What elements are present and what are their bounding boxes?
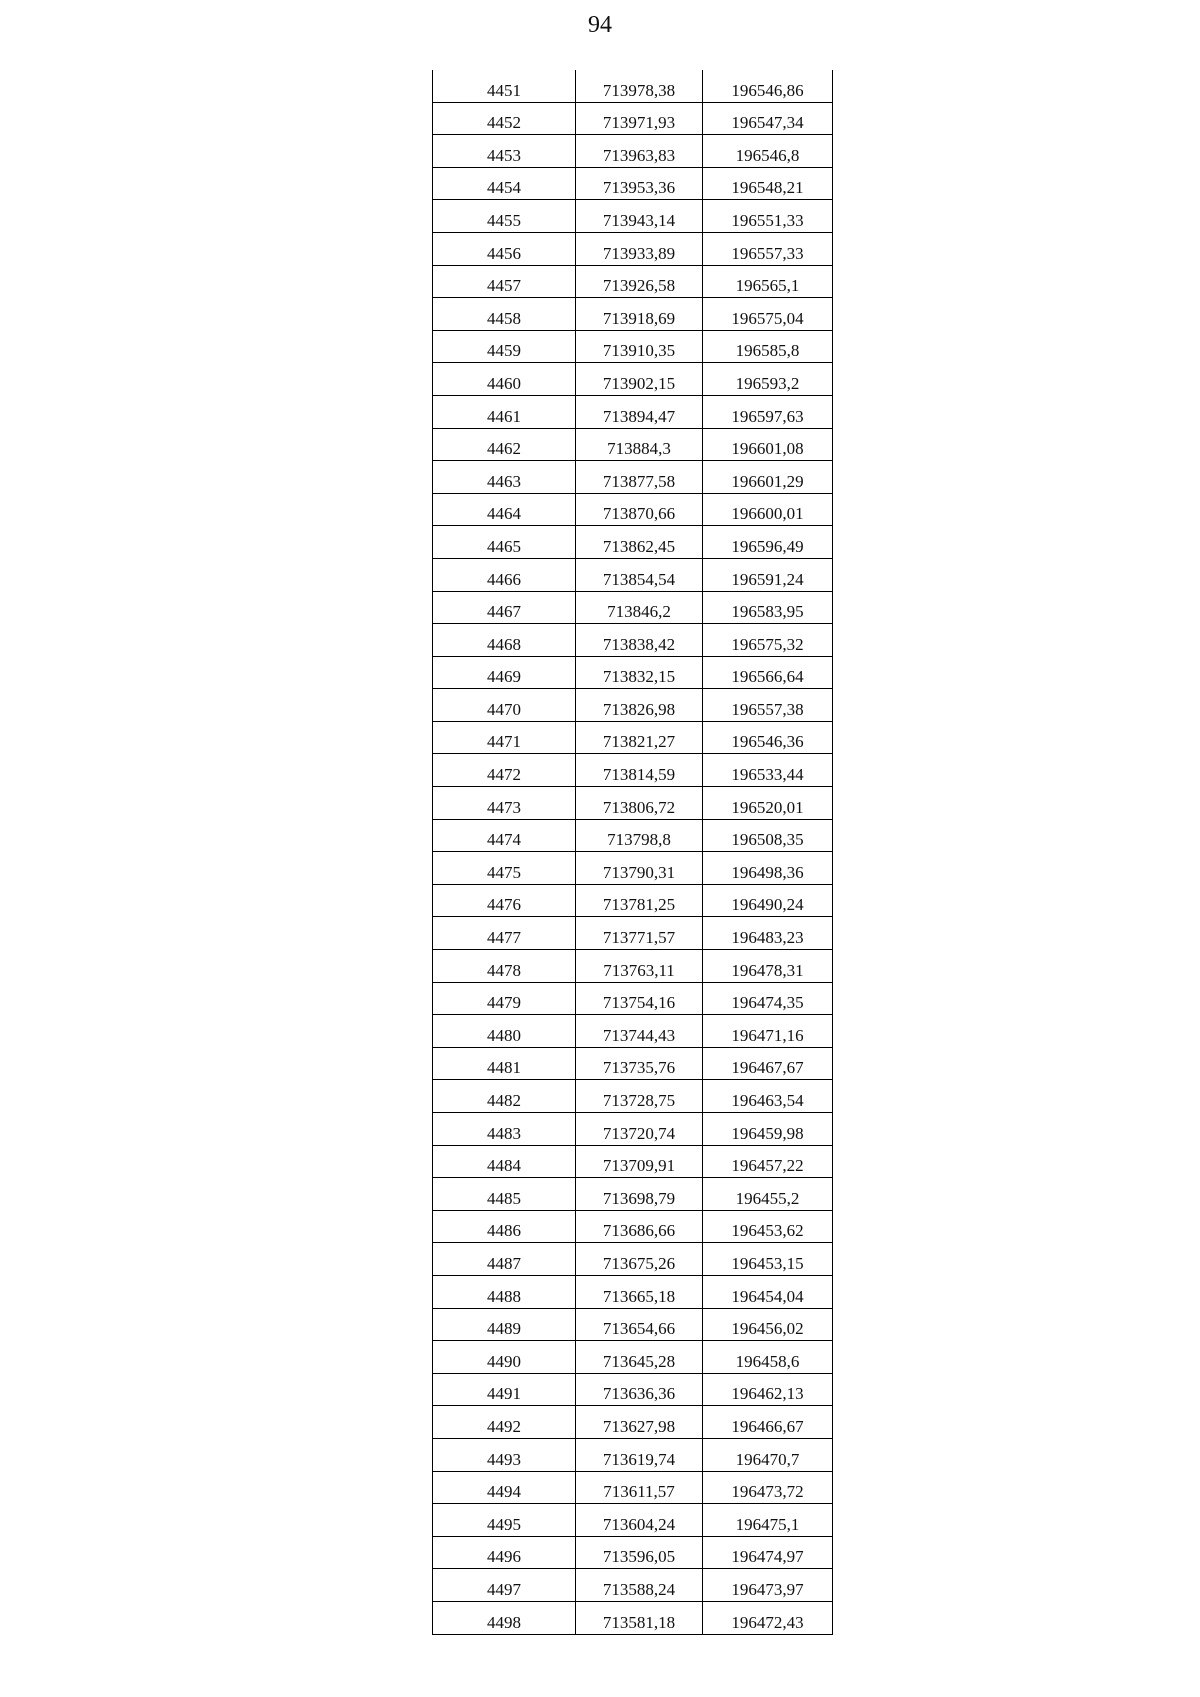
point-number-cell: 4467 [433,591,576,624]
table-row [433,330,833,363]
point-number-cell: 4483 [433,1113,576,1146]
y-coordinate-cell: 196597,63 [703,395,833,428]
x-coordinate-cell: 713709,91 [576,1145,703,1178]
y-coordinate-cell: 196585,8 [703,330,833,363]
y-coordinate-cell: 196483,23 [703,917,833,950]
table-row [433,982,833,1015]
point-number-cell: 4490 [433,1341,576,1374]
point-number-cell: 4479 [433,982,576,1015]
point-number-cell: 4461 [433,395,576,428]
x-coordinate-cell: 713735,76 [576,1047,703,1080]
y-coordinate-cell: 196490,24 [703,884,833,917]
x-coordinate-cell: 713933,89 [576,232,703,265]
table-row [433,950,833,983]
y-coordinate-cell: 196565,1 [703,265,833,298]
point-number-cell: 4474 [433,819,576,852]
table-row [433,819,833,852]
table-row [433,1438,833,1471]
table-row [433,1275,833,1308]
point-number-cell: 4481 [433,1047,576,1080]
table-row [433,787,833,820]
x-coordinate-cell: 713910,35 [576,330,703,363]
y-coordinate-cell: 196591,24 [703,558,833,591]
point-number-cell: 4497 [433,1569,576,1602]
x-coordinate-cell: 713814,59 [576,754,703,787]
table-row [433,1015,833,1048]
table-row [433,265,833,298]
point-number-cell: 4452 [433,102,576,135]
x-coordinate-cell: 713790,31 [576,852,703,885]
point-number-cell: 4455 [433,200,576,233]
table-row [433,624,833,657]
y-coordinate-cell: 196596,49 [703,526,833,559]
table-row [433,1341,833,1374]
point-number-cell: 4471 [433,721,576,754]
y-coordinate-cell: 196557,38 [703,689,833,722]
table-row [433,1178,833,1211]
x-coordinate-cell: 713611,57 [576,1471,703,1504]
table-row [433,167,833,200]
y-coordinate-cell: 196575,04 [703,298,833,331]
table-row [433,1406,833,1439]
table-row [433,656,833,689]
table-row [433,526,833,559]
table-row [433,1504,833,1537]
x-coordinate-cell: 713877,58 [576,461,703,494]
y-coordinate-cell: 196546,86 [703,70,833,102]
table-row [433,1047,833,1080]
table-row [433,395,833,428]
table-row [433,689,833,722]
y-coordinate-cell: 196472,43 [703,1601,833,1634]
table-row [433,493,833,526]
x-coordinate-cell: 713720,74 [576,1113,703,1146]
point-number-cell: 4454 [433,167,576,200]
y-coordinate-cell: 196546,36 [703,721,833,754]
point-number-cell: 4470 [433,689,576,722]
point-number-cell: 4469 [433,656,576,689]
y-coordinate-cell: 196557,33 [703,232,833,265]
table-row [433,1536,833,1569]
point-number-cell: 4495 [433,1504,576,1537]
y-coordinate-cell: 196508,35 [703,819,833,852]
table-row [433,558,833,591]
point-number-cell: 4491 [433,1373,576,1406]
point-number-cell: 4476 [433,884,576,917]
x-coordinate-cell: 713675,26 [576,1243,703,1276]
table-row [433,852,833,885]
x-coordinate-cell: 713862,45 [576,526,703,559]
point-number-cell: 4488 [433,1275,576,1308]
y-coordinate-cell: 196459,98 [703,1113,833,1146]
table-row [433,721,833,754]
y-coordinate-cell: 196473,72 [703,1471,833,1504]
y-coordinate-cell: 196593,2 [703,363,833,396]
y-coordinate-cell: 196456,02 [703,1308,833,1341]
x-coordinate-cell: 713943,14 [576,200,703,233]
x-coordinate-cell: 713798,8 [576,819,703,852]
point-number-cell: 4458 [433,298,576,331]
point-number-cell: 4480 [433,1015,576,1048]
table-row [433,1471,833,1504]
y-coordinate-cell: 196471,16 [703,1015,833,1048]
x-coordinate-cell: 713884,3 [576,428,703,461]
point-number-cell: 4456 [433,232,576,265]
point-number-cell: 4475 [433,852,576,885]
point-number-cell: 4486 [433,1210,576,1243]
point-number-cell: 4493 [433,1438,576,1471]
point-number-cell: 4453 [433,135,576,168]
table-row [433,1210,833,1243]
table-row [433,1308,833,1341]
point-number-cell: 4473 [433,787,576,820]
x-coordinate-cell: 713832,15 [576,656,703,689]
x-coordinate-cell: 713971,93 [576,102,703,135]
y-coordinate-cell: 196474,35 [703,982,833,1015]
x-coordinate-cell: 713821,27 [576,721,703,754]
coordinates-table-body [433,70,833,1634]
table-row [433,591,833,624]
y-coordinate-cell: 196473,97 [703,1569,833,1602]
point-number-cell: 4464 [433,493,576,526]
x-coordinate-cell: 713604,24 [576,1504,703,1537]
point-number-cell: 4462 [433,428,576,461]
x-coordinate-cell: 713978,38 [576,70,703,102]
y-coordinate-cell: 196498,36 [703,852,833,885]
table-row [433,884,833,917]
y-coordinate-cell: 196601,08 [703,428,833,461]
x-coordinate-cell: 713686,66 [576,1210,703,1243]
y-coordinate-cell: 196478,31 [703,950,833,983]
y-coordinate-cell: 196466,67 [703,1406,833,1439]
x-coordinate-cell: 713953,36 [576,167,703,200]
x-coordinate-cell: 713918,69 [576,298,703,331]
x-coordinate-cell: 713654,66 [576,1308,703,1341]
point-number-cell: 4478 [433,950,576,983]
x-coordinate-cell: 713596,05 [576,1536,703,1569]
table-row [433,754,833,787]
x-coordinate-cell: 713902,15 [576,363,703,396]
y-coordinate-cell: 196457,22 [703,1145,833,1178]
point-number-cell: 4482 [433,1080,576,1113]
table-row [433,917,833,950]
x-coordinate-cell: 713771,57 [576,917,703,950]
y-coordinate-cell: 196467,67 [703,1047,833,1080]
y-coordinate-cell: 196470,7 [703,1438,833,1471]
point-number-cell: 4460 [433,363,576,396]
point-number-cell: 4496 [433,1536,576,1569]
x-coordinate-cell: 713698,79 [576,1178,703,1211]
point-number-cell: 4472 [433,754,576,787]
y-coordinate-cell: 196600,01 [703,493,833,526]
x-coordinate-cell: 713963,83 [576,135,703,168]
table-row [433,1373,833,1406]
table-row [433,461,833,494]
point-number-cell: 4484 [433,1145,576,1178]
y-coordinate-cell: 196566,64 [703,656,833,689]
x-coordinate-cell: 713754,16 [576,982,703,1015]
y-coordinate-cell: 196547,34 [703,102,833,135]
point-number-cell: 4466 [433,558,576,591]
point-number-cell: 4463 [433,461,576,494]
y-coordinate-cell: 196551,33 [703,200,833,233]
x-coordinate-cell: 713636,36 [576,1373,703,1406]
table-row [433,232,833,265]
y-coordinate-cell: 196475,1 [703,1504,833,1537]
point-number-cell: 4485 [433,1178,576,1211]
y-coordinate-cell: 196458,6 [703,1341,833,1374]
y-coordinate-cell: 196474,97 [703,1536,833,1569]
x-coordinate-cell: 713581,18 [576,1601,703,1634]
y-coordinate-cell: 196520,01 [703,787,833,820]
point-number-cell: 4492 [433,1406,576,1439]
x-coordinate-cell: 713588,24 [576,1569,703,1602]
x-coordinate-cell: 713870,66 [576,493,703,526]
point-number-cell: 4459 [433,330,576,363]
y-coordinate-cell: 196462,13 [703,1373,833,1406]
table-row [433,1569,833,1602]
point-number-cell: 4494 [433,1471,576,1504]
y-coordinate-cell: 196601,29 [703,461,833,494]
y-coordinate-cell: 196455,2 [703,1178,833,1211]
table-row [433,298,833,331]
x-coordinate-cell: 713728,75 [576,1080,703,1113]
table-row [433,70,833,102]
point-number-cell: 4468 [433,624,576,657]
y-coordinate-cell: 196453,15 [703,1243,833,1276]
point-number-cell: 4457 [433,265,576,298]
x-coordinate-cell: 713744,43 [576,1015,703,1048]
table-row [433,1113,833,1146]
x-coordinate-cell: 713854,54 [576,558,703,591]
x-coordinate-cell: 713826,98 [576,689,703,722]
table-row [433,1243,833,1276]
x-coordinate-cell: 713619,74 [576,1438,703,1471]
point-number-cell: 4465 [433,526,576,559]
x-coordinate-cell: 713763,11 [576,950,703,983]
table-row [433,200,833,233]
y-coordinate-cell: 196533,44 [703,754,833,787]
point-number-cell: 4489 [433,1308,576,1341]
page-number: 94 [588,12,612,38]
x-coordinate-cell: 713665,18 [576,1275,703,1308]
y-coordinate-cell: 196453,62 [703,1210,833,1243]
point-number-cell: 4451 [433,70,576,102]
x-coordinate-cell: 713838,42 [576,624,703,657]
table-row [433,363,833,396]
table-row [433,135,833,168]
table-row [433,102,833,135]
x-coordinate-cell: 713894,47 [576,395,703,428]
y-coordinate-cell: 196463,54 [703,1080,833,1113]
point-number-cell: 4487 [433,1243,576,1276]
table-row [433,1080,833,1113]
x-coordinate-cell: 713846,2 [576,591,703,624]
y-coordinate-cell: 196583,95 [703,591,833,624]
y-coordinate-cell: 196548,21 [703,167,833,200]
coordinates-table [432,70,833,1635]
y-coordinate-cell: 196575,32 [703,624,833,657]
x-coordinate-cell: 713806,72 [576,787,703,820]
x-coordinate-cell: 713781,25 [576,884,703,917]
table-row [433,1601,833,1634]
x-coordinate-cell: 713926,58 [576,265,703,298]
point-number-cell: 4498 [433,1601,576,1634]
x-coordinate-cell: 713645,28 [576,1341,703,1374]
x-coordinate-cell: 713627,98 [576,1406,703,1439]
table-row [433,428,833,461]
y-coordinate-cell: 196546,8 [703,135,833,168]
table-row [433,1145,833,1178]
point-number-cell: 4477 [433,917,576,950]
y-coordinate-cell: 196454,04 [703,1275,833,1308]
